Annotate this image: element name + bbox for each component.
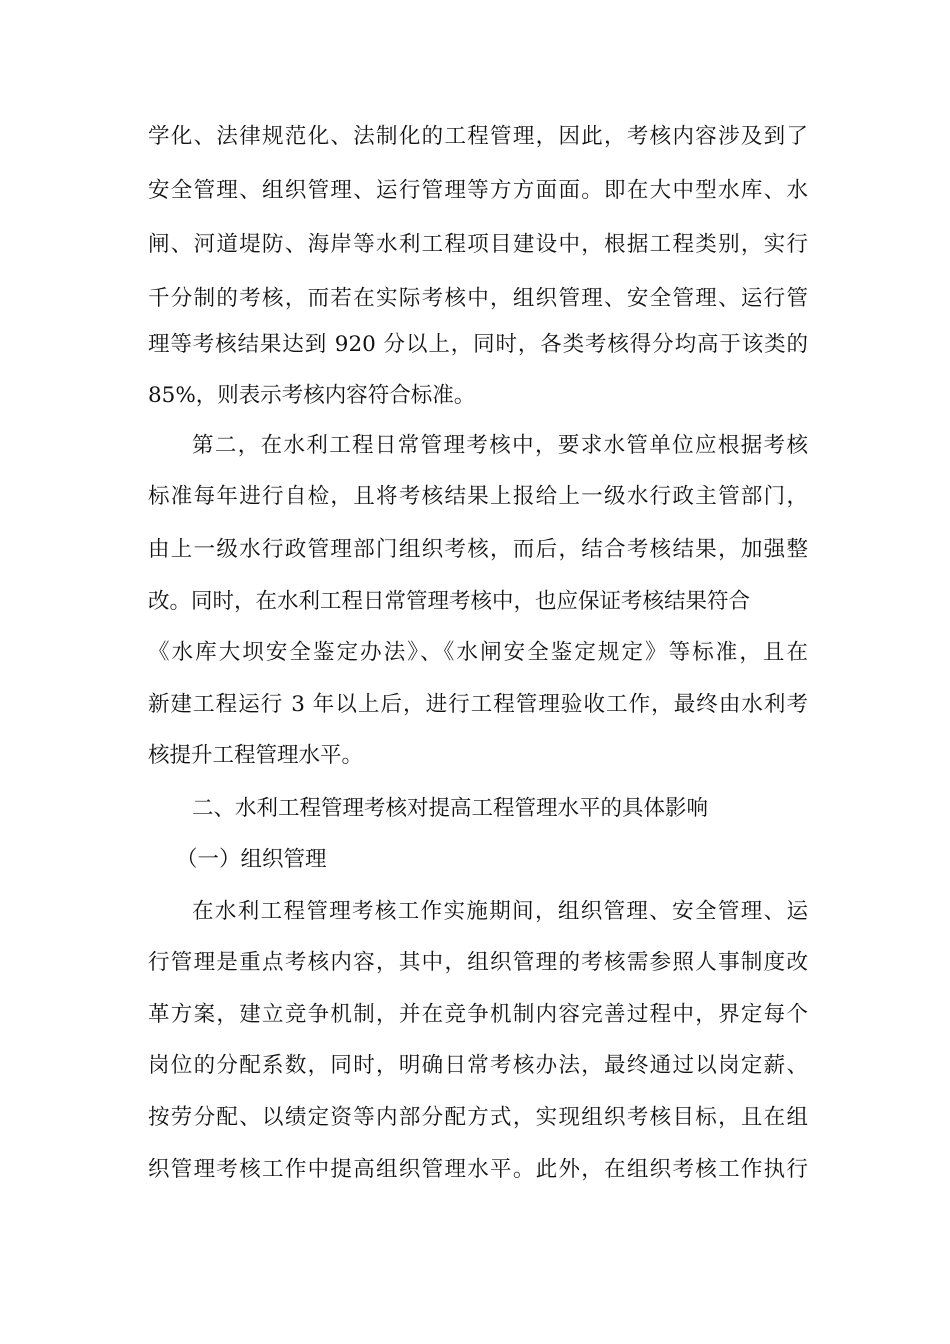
paragraph-line: 标准每年进行自检，且将考核结果上报给上一级水行政主管部门， — [148, 484, 808, 509]
paragraph-line: 《水库大坝安全鉴定办法》、《水闸安全鉴定规定》等标准，且在 — [148, 640, 808, 665]
paragraph-line: 85%，则表示考核内容符合标准。 — [148, 383, 476, 408]
paragraph-line: 岗位的分配系数，同时，明确日常考核办法，最终通过以岗定薪、 — [148, 1053, 808, 1078]
paragraph-line: 革方案，建立竞争机制，并在竞争机制内容完善过程中，界定每个 — [148, 1002, 808, 1027]
paragraph-line: 由上一级水行政管理部门组织考核，而后，结合考核结果，加强整 — [148, 537, 808, 562]
paragraph-line: 新建工程运行 3 年以上后，进行工程管理验收工作，最终由水利考 — [148, 692, 808, 717]
paragraph-first-line: 在水利工程管理考核工作实施期间，组织管理、安全管理、运 — [192, 899, 808, 924]
paragraph-line: 安全管理、组织管理、运行管理等方方面面。即在大中型水库、水 — [148, 178, 808, 203]
paragraph-line: 行管理是重点考核内容，其中，组织管理的考核需参照人事制度改 — [148, 950, 808, 975]
paragraph-line: 理等考核结果达到 920 分以上，同时，各类考核得分均高于该类的 — [148, 332, 808, 357]
paragraph-line: 改。同时，在水利工程日常管理考核中，也应保证考核结果符合 — [148, 589, 751, 614]
paragraph-first-line: 第二，在水利工程日常管理考核中，要求水管单位应根据考核 — [192, 433, 808, 458]
subsection-heading: （一）组织管理 — [176, 847, 327, 872]
paragraph-line: 闸、河道堤防、海岸等水利工程项目建设中，根据工程类别，实行 — [148, 232, 808, 257]
paragraph-line: 核提升工程管理水平。 — [148, 743, 364, 768]
paragraph-line: 按劳分配、以绩定资等内部分配方式，实现组织考核目标，且在组 — [148, 1105, 808, 1130]
paragraph-line: 织管理考核工作中提高组织管理水平。此外，在组织考核工作执行 — [148, 1157, 808, 1182]
paragraph-line: 千分制的考核，而若在实际考核中，组织管理、安全管理、运行管 — [148, 286, 808, 311]
section-heading: 二、水利工程管理考核对提高工程管理水平的具体影响 — [192, 796, 709, 821]
paragraph-line: 学化、法律规范化、法制化的工程管理，因此，考核内容涉及到了 — [148, 124, 808, 149]
